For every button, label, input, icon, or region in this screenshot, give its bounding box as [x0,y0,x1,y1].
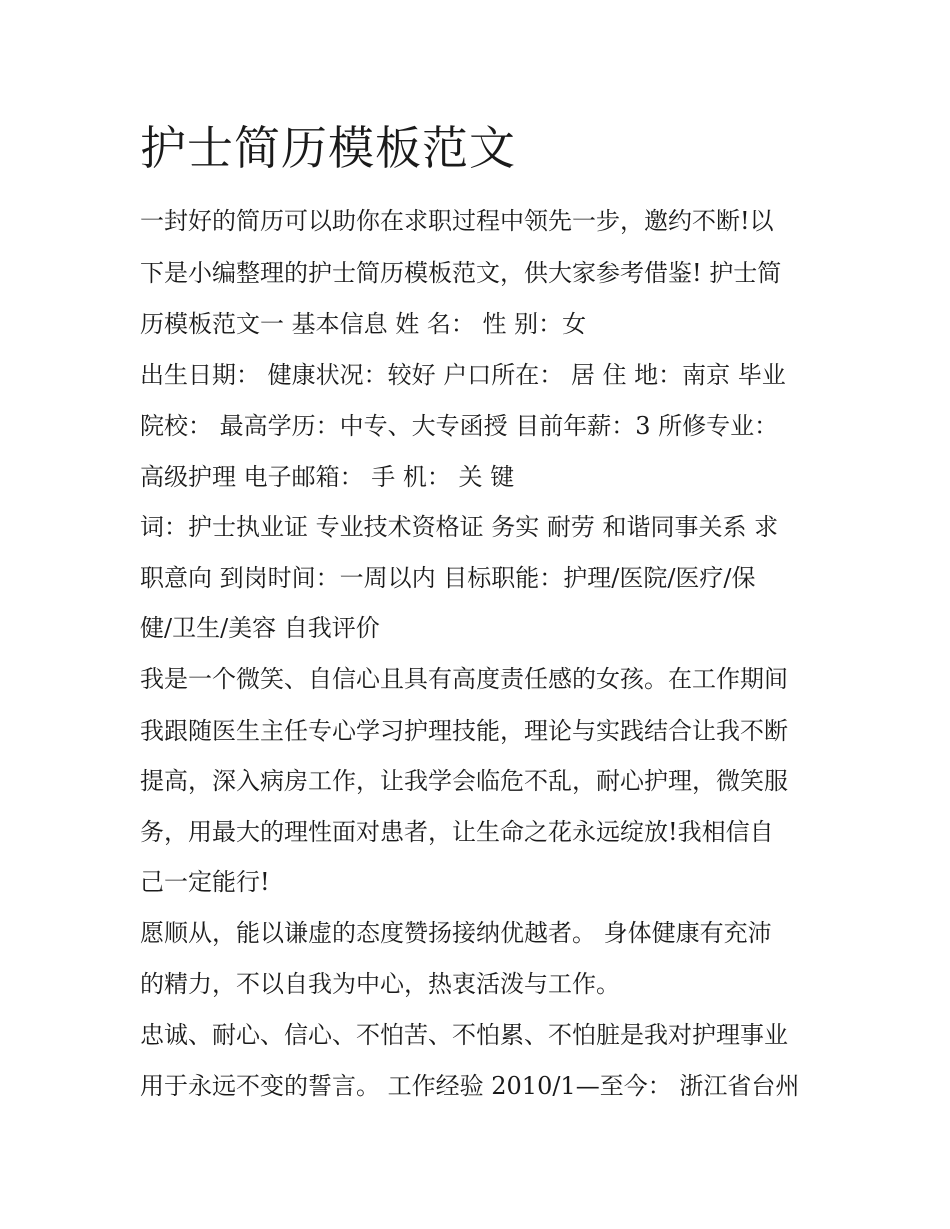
body-line-17: 忠诚、耐心、信心、不怕苦、不怕累、不怕脏是我对护理事业 [140,1021,788,1049]
body-line-11: 我跟随医生主任专心学习护理技能，理论与实践结合让我不断 [140,717,788,745]
body-line-8: 职意向 到岗时间：一周以内 目标职能：护理/医院/医疗/保 [140,564,756,592]
body-line-4: 出生日期： 健康状况：较好 户口所在： 居 住 地：南京 毕业 [140,361,786,389]
body-line-9: 健/卫生/美容 自我评价 [140,614,380,642]
body-line-6: 高级护理 电子邮箱： 手 机： 关 键 [140,463,515,491]
body-line-2: 下是小编整理的护士简历模板范文，供大家参考借鉴! 护士简 [140,259,782,287]
body-line-16: 的精力，不以自我为中心，热衷活泼与工作。 [140,970,620,998]
body-line-7: 词：护士执业证 专业技术资格证 务实 耐劳 和谐同事关系 求 [140,513,779,541]
body-line-14: 己一定能行! [140,868,270,896]
document-title: 护士简历模板范文 [140,121,516,175]
body-line-3: 历模板范文一 基本信息 姓 名： 性 别：女 [140,310,587,338]
body-line-18: 用于永远不变的誓言。 工作经验 2010/1—至今： 浙江省台州 [140,1072,800,1100]
body-line-15: 愿顺从，能以谦虚的态度赞扬接纳优越者。 身体健康有充沛 [140,919,772,947]
body-line-10: 我是一个微笑、自信心且具有高度责任感的女孩。在工作期间 [140,665,788,693]
body-line-1: 一封好的简历可以助你在求职过程中领先一步，邀约不断!以 [140,207,774,235]
body-line-5: 院校： 最高学历：中专、大专函授 目前年薪：3 所修专业： [140,412,779,440]
body-line-13: 务，用最大的理性面对患者，让生命之花永远绽放!我相信自 [140,818,774,846]
body-line-12: 提高，深入病房工作，让我学会临危不乱，耐心护理，微笑服 [140,767,788,795]
